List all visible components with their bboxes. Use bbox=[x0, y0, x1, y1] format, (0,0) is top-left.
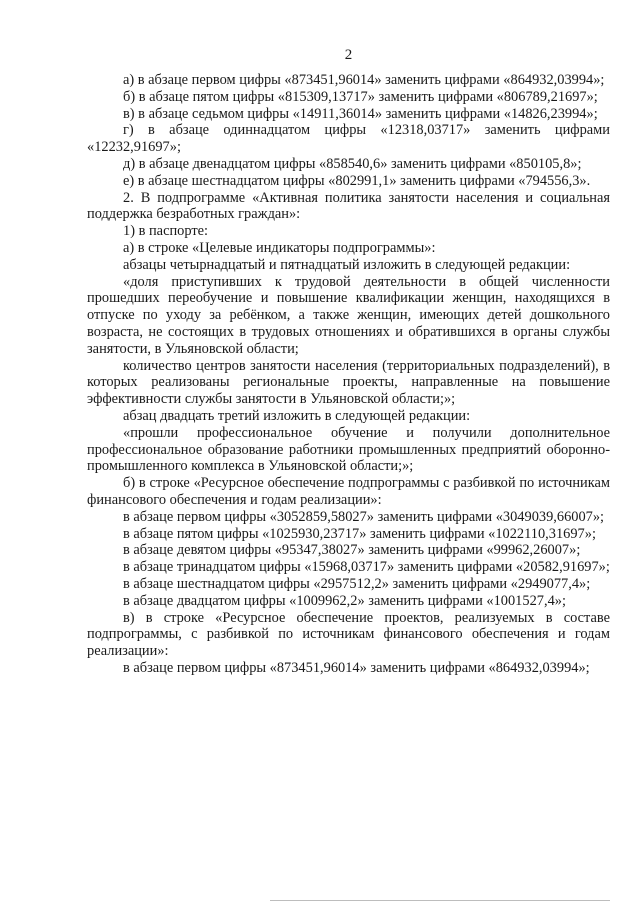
scan-artifact-line bbox=[270, 900, 610, 901]
paragraph-13: абзац двадцать третий изложить в следующей редакции: bbox=[123, 407, 471, 424]
paragraph-2: б) в абзаце пятом цифры «815309,13717» заменить цифрами «806789,21697»; bbox=[123, 88, 598, 105]
paragraph-1: а) в абзаце первом цифры «873451,96014» заменить цифрами «864932,03994»; bbox=[123, 72, 605, 88]
paragraph-5: д) в абзаце двенадцатом цифры «858540,6» заменить цифрами «850105,8»; bbox=[123, 155, 582, 172]
paragraph-19: в абзаце тринадцатом цифры «15968,03717» заменить цифрами «20582,91697»; bbox=[123, 559, 610, 576]
paragraph-8: 1) в паспорте: bbox=[123, 223, 209, 240]
paragraph-3: в) в абзаце седьмом цифры «14911,36014» заменить цифрами «14826,23994»; bbox=[123, 105, 598, 122]
paragraph-4: г) в абзаце одиннадцатом цифры «12318,03717» заменить цифрами «12232,91697»; bbox=[87, 122, 610, 156]
paragraph-9: а) в строке «Целевые индикаторы подпрограммы»: bbox=[123, 239, 436, 256]
paragraph-10: абзацы четырнадцатый и пятнадцатый изложить в следующей редакции: bbox=[123, 256, 571, 273]
paragraph-12: количество центров занятости населения (территориальных подразделений), в которых реализованы региональные проекты, направленные на повышение эффективности службы занятости в Ульяновской области;»; bbox=[87, 357, 610, 408]
paragraph-6: е) в абзаце шестнадцатом цифры «802991,1» заменить цифрами «794556,3». bbox=[123, 172, 591, 189]
paragraph-21: в абзаце двадцатом цифры «1009962,2» заменить цифрами «1001527,4»; bbox=[123, 592, 566, 609]
page-number: 2 bbox=[344, 47, 353, 63]
paragraph-15: б) в строке «Ресурсное обеспечение подпрограммы с разбивкой по источникам финансового обеспечения и годам реализации»: bbox=[87, 475, 610, 508]
paragraph-23: в абзаце первом цифры «873451,96014» заменить цифрами «864932,03994»; bbox=[123, 659, 590, 676]
paragraph-7: 2. В подпрограмме «Активная политика занятости населения и социальная поддержка безработных граждан»: bbox=[87, 189, 610, 223]
document-body bbox=[87, 72, 610, 677]
paragraph-14: «прошли профессиональное обучение и получили дополнительное профессиональное образование работники промышленных предприятий оборонно-промышленного комплекса в Ульяновской области;»; bbox=[87, 424, 610, 475]
paragraph-20: в абзаце шестнадцатом цифры «2957512,2» заменить цифрами «2949077,4»; bbox=[123, 575, 591, 592]
paragraph-16: в абзаце первом цифры «3052859,58027» заменить цифрами «3049039,66007»; bbox=[123, 508, 605, 525]
paragraph-18: в абзаце девятом цифры «95347,38027» заменить цифрами «99962,26007»; bbox=[123, 542, 581, 559]
paragraph-17: в абзаце пятом цифры «1025930,23717» заменить цифрами «1022110,31697»; bbox=[123, 525, 596, 542]
paragraph-22: в) в строке «Ресурсное обеспечение проектов, реализуемых в составе подпрограммы, с разбивкой по источникам финансового обеспечения и годам реализации»: bbox=[87, 609, 610, 660]
paragraph-11: «доля приступивших к трудовой деятельности в общей численности прошедших переобучение и повышение квалификации женщин, находящихся в отпуске по уходу за ребёнком, а также женщин, имеющих детей дошкольного возраста, не состоящих в трудовых отношениях и обратившихся в органы службы занятости, в Ульяновской области; bbox=[87, 273, 610, 357]
